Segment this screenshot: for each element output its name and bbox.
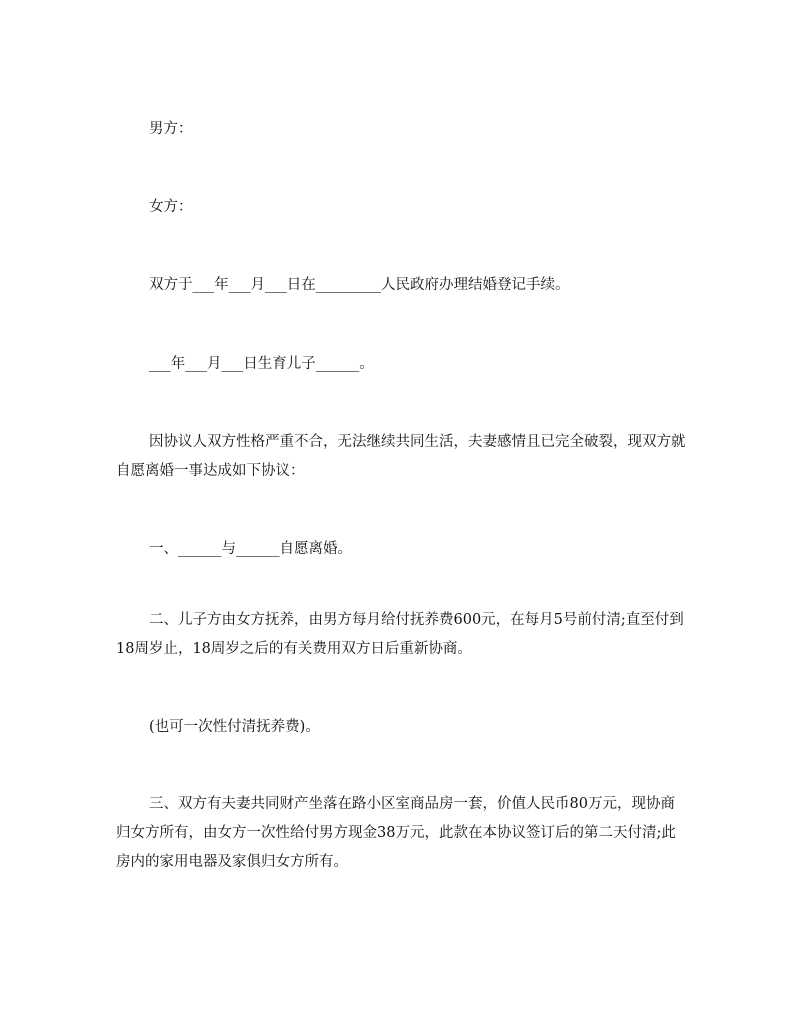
clause-two: 二、儿子方由女方抚养，由男方每月给付抚养费600元，在每月5号前付清;直至付到18周岁止，18周岁之后的有关费用双方日后重新协商。: [116, 612, 684, 657]
agreement-preamble: 因协议人双方性格严重不合，无法继续共同生活，夫妻感情且已完全破裂，现双方就自愿离婚一事达成如下协议：: [116, 434, 686, 479]
marriage-registration-line: 双方于___年___月___日在_________人民政府办理结婚登记手续。: [149, 277, 570, 293]
wife-line: 女方：: [149, 199, 193, 215]
clause-three: 三、双方有夫妻共同财产坐落在路小区室商品房一套，价值人民币80万元，现协商归女方所有，由女方一次性给付男方现金38万元，此款在本协议签订后的第二天付清;此房内的家用电器及家俱归女方所有。: [116, 796, 676, 870]
husband-line: 男方：: [149, 121, 193, 137]
clause-one: 一、______与______自愿离婚。: [149, 541, 352, 557]
child-birth-line: ___年___月___日生育儿子______。: [149, 356, 374, 372]
lump-sum-note: (也可一次性付清抚养费)。: [149, 719, 320, 735]
